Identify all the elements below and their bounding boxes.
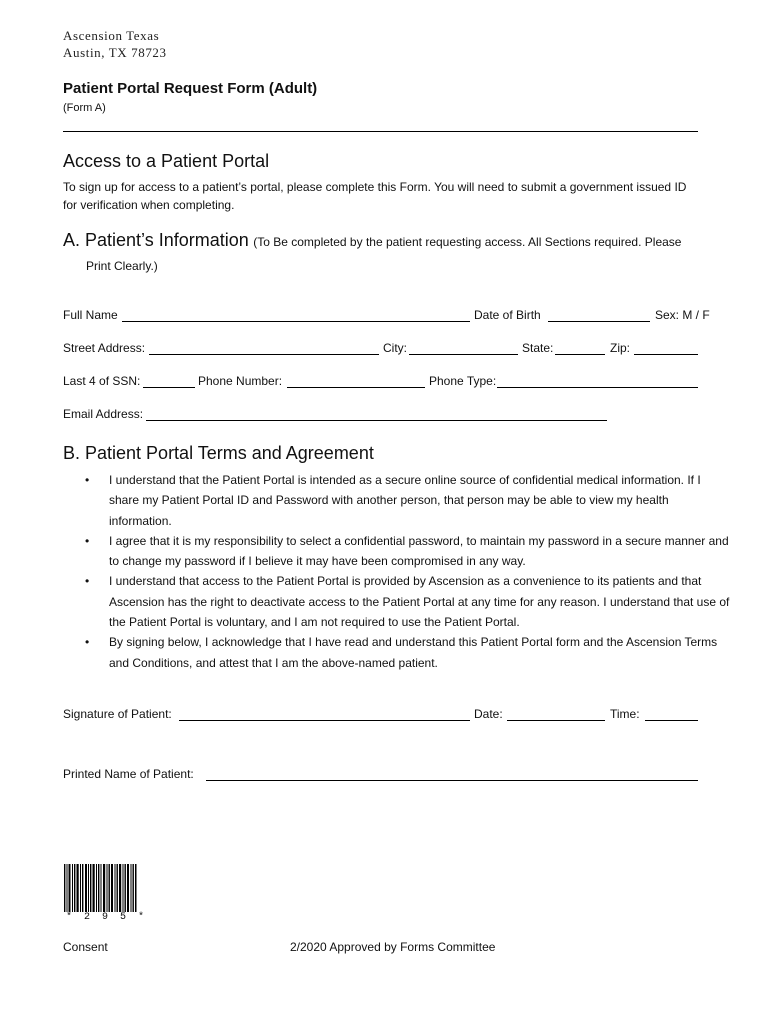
section-a-note-line2: Print Clearly.) (86, 259, 158, 273)
zip-field[interactable] (634, 354, 698, 355)
time-label: Time: (610, 707, 640, 721)
term-item-4: • By signing below, I acknowledge that I have read and understand this Patient Portal form and the Ascension Terms and Conditions, and attest that I am the above-named patient. (63, 632, 733, 673)
header-divider (63, 131, 698, 132)
city-label: City: (383, 341, 407, 355)
phone-number-label: Phone Number: (198, 374, 283, 388)
signature-field[interactable] (179, 720, 470, 721)
email-field[interactable] (146, 420, 607, 421)
term-item-3: • I understand that access to the Patient Portal is provided by Ascension as a convenience to its patients and that Ascension has the right to deactivate access to the Patient Portal at any time for any reason. I understand that use of the Patient Portal is voluntary, and I am not required to use the Patient Portal. (63, 571, 733, 632)
phone-type-label: Phone Type: (429, 374, 497, 388)
terms-list (63, 470, 733, 673)
city-field[interactable] (409, 354, 518, 355)
phone-number-field[interactable] (287, 387, 425, 388)
section-b-heading: B. Patient Portal Terms and Agreement (63, 443, 374, 463)
full-name-field[interactable] (122, 321, 470, 322)
state-label: State: (522, 341, 554, 355)
signature-label: Signature of Patient: (63, 707, 172, 721)
term-item-1: • I understand that the Patient Portal is intended as a secure online source of confidential medical information. If I share my Patient Portal ID and Password with another person, that person may be able to view my health information. (63, 470, 733, 531)
term-item-2: • I agree that it is my responsibility to select a confidential password, to maintain my password in a secure manner and to change my password if I believe it may have been compromised in any way. (63, 531, 733, 572)
section-a-note: (To Be completed by the patient requesting access. All Sections required. Please (253, 235, 682, 249)
street-address-label: Street Address: (63, 341, 146, 355)
date-of-birth-field[interactable] (548, 321, 650, 322)
full-name-label: Full Name (63, 308, 118, 322)
ssn-field[interactable] (143, 387, 195, 388)
footer-approval: 2/2020 Approved by Forms Committee (290, 940, 496, 954)
form-code: (Form A) (63, 102, 106, 114)
barcode (63, 864, 137, 912)
section-a-heading: A. Patient’s Information (63, 230, 249, 250)
date-of-birth-label: Date of Birth (474, 308, 541, 322)
email-label: Email Address: (63, 407, 144, 421)
zip-label: Zip: (610, 341, 631, 355)
organization-address: Austin, TX 78723 (63, 45, 167, 60)
intro-text-line2: for verification when completing. (63, 198, 235, 212)
time-field[interactable] (645, 720, 698, 721)
footer-consent: Consent (63, 940, 108, 954)
intro-heading: Access to a Patient Portal (63, 151, 270, 171)
printed-name-label: Printed Name of Patient: (63, 767, 194, 781)
barcode-number: * 2 9 5 * (66, 912, 148, 923)
phone-type-field[interactable] (497, 387, 698, 388)
section-a-heading-row (63, 230, 681, 251)
sex-field[interactable]: Sex: M / F (655, 308, 710, 322)
ssn-label: Last 4 of SSN: (63, 374, 141, 388)
barcode-bars (64, 864, 137, 912)
intro-text-line1: To sign up for access to a patient’s portal, please complete this Form. You will need to submit a government issued ID (63, 180, 687, 194)
printed-name-field[interactable] (206, 780, 698, 781)
date-label: Date: (474, 707, 503, 721)
date-field[interactable] (507, 720, 605, 721)
form-title: Patient Portal Request Form (Adult) (63, 80, 318, 97)
street-address-field[interactable] (149, 354, 379, 355)
state-field[interactable] (555, 354, 605, 355)
organization-name: Ascension Texas (63, 28, 160, 43)
